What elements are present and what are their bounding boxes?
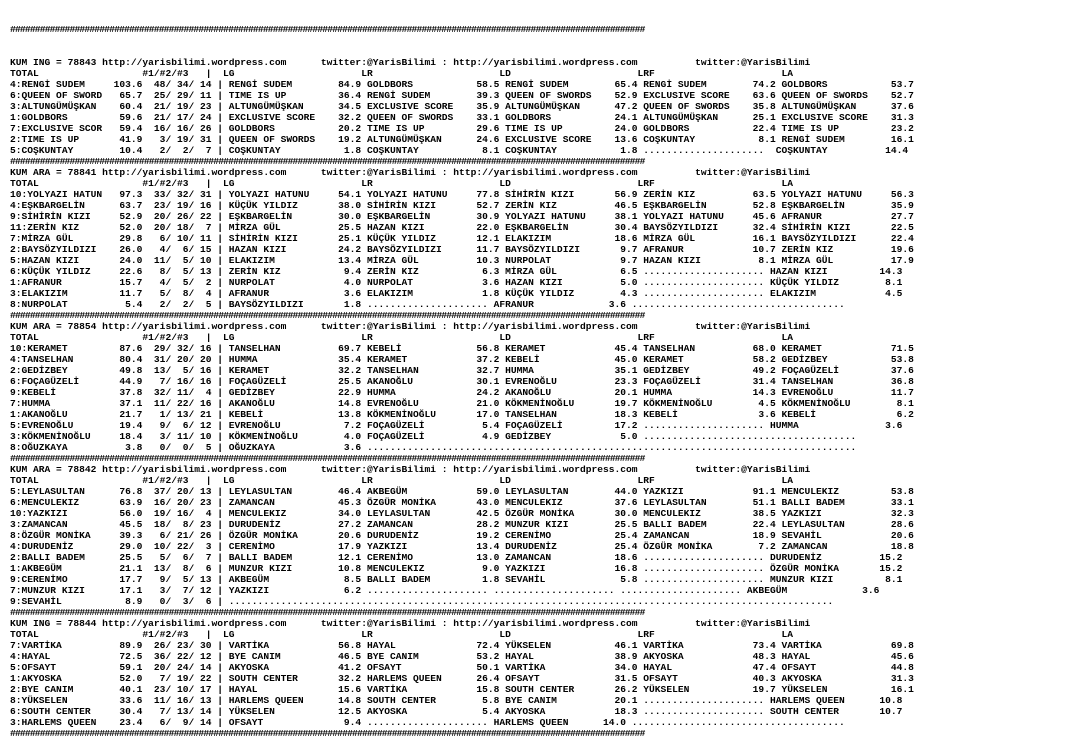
separator-line: ################################################################################################################################ <box>10 453 645 464</box>
table-row: 8:ÖZGÜR MONİKA 39.3 6/ 21/ 26 | ÖZGÜR MONİKA 20.6 DURUDENİZ 19.2 CERENİMO 25.4 ZAMANCAN 18.9 SEVAHİL 20.6 <box>10 530 914 541</box>
table-row: 5:OFSAYT 59.1 20/ 24/ 14 | AKYOSKA 41.2 OFSAYT 50.1 VARTİKA 34.0 HAYAL 47.4 OFSAYT 44.8 <box>10 662 914 673</box>
race-header: KUM ARA = 78841 http://yarisbilimi.wordpress.com twitter:@YarisBilimi : http://yarisbilimi.wordpress.com twitter:@YarisBilimi <box>10 167 811 178</box>
separator-line: ################################################################################################################################ <box>10 24 645 35</box>
column-headers: TOTAL #1/#2/#3 | LG LR LD LRF LA <box>10 629 793 640</box>
separator-line: ################################################################################################################################ <box>10 156 645 167</box>
table-row: 3:HARLEMS QUEEN 23.4 6/ 9/ 14 | OFSAYT 9.4 ..................... HARLEMS QUEEN 14.0 ..................................... <box>10 717 845 728</box>
table-row: 8:YÜKSELEN 33.6 11/ 16/ 13 | HARLEMS QUEEN 14.8 SOUTH CENTER 5.8 BYE CANIM 20.1 ..................... HARLEMS QUEEN 10.8 <box>10 695 903 706</box>
table-row: 7:MİRZA GÜL 29.8 6/ 10/ 11 | SİHİRİN KIZI 25.1 KÜÇÜK YILDIZ 12.1 ELAKIZIM 18.6 MİRZA GÜL 16.1 BAYSÖZYILDIZI 22.4 <box>10 233 914 244</box>
table-row: 11:ZERİN KIZ 52.0 20/ 18/ 7 | MİRZA GÜL 25.5 HAZAN KIZI 22.0 EŞKBARGELİN 30.4 BAYSÖZYILDIZI 32.4 SİHİRİN KIZI 22.5 <box>10 222 914 233</box>
table-row: 9:SİHİRİN KIZI 52.9 20/ 26/ 22 | EŞKBARGELİN 30.0 EŞKBARGELİN 30.9 YOLYAZI HATUNU 38.1 YOLYAZI HATUNU 45.6 AFRANUR 27.7 <box>10 211 914 222</box>
table-row: 3:ZAMANCAN 45.5 18/ 8/ 23 | DURUDENİZ 27.2 ZAMANCAN 28.2 MUNZUR KIZI 25.5 BALLI BADEM 22.4 LEYLASULTAN 28.6 <box>10 519 914 530</box>
race-header: KUM ARA = 78842 http://yarisbilimi.wordpress.com twitter:@YarisBilimi : http://yarisbilimi.wordpress.com twitter:@YarisBilimi <box>10 464 811 475</box>
table-row: 3:KÖKMENİNOĞLU 18.4 3/ 11/ 10 | KÖKMENİNOĞLU 4.0 FOÇAGÜZELİ 4.9 GEDİZBEY 5.0 ..................................... <box>10 431 857 442</box>
table-row: 5:EVRENOĞLU 19.4 9/ 6/ 12 | EVRENOĞLU 7.2 FOÇAGÜZELİ 5.4 FOÇAGÜZELİ 17.2 ..................... HUMMA 3.6 <box>10 420 903 431</box>
table-row: 5:LEYLASULTAN 76.8 37/ 20/ 13 | LEYLASULTAN 46.4 AKBEGÜM 59.0 LEYLASULTAN 44.0 YAZKIZI 91.1 MENCULEKIZ 53.8 <box>10 486 914 497</box>
table-row: 9:CERENİMO 17.7 9/ 5/ 13 | AKBEGÜM 8.5 BALLI BADEM 1.8 SEVAHİL 5.8 ..................... MUNZUR KIZI 8.1 <box>10 574 903 585</box>
column-headers: TOTAL #1/#2/#3 | LG LR LD LRF LA <box>10 68 793 79</box>
table-row: 5:COŞKUNTAY 10.4 2/ 2/ 7 | COŞKUNTAY 1.8 COŞKUNTAY 8.1 COŞKUNTAY 1.8 ..................... COŞKUNTAY 14.4 <box>10 145 909 156</box>
table-row: 6:KÜÇÜK YILDIZ 22.6 8/ 5/ 13 | ZERİN KIZ 9.4 ZERİN KIZ 6.3 MİRZA GÜL 6.5 ..................... HAZAN KIZI 14.3 <box>10 266 903 277</box>
table-row: 9:SEVAHİL 8.9 0/ 3/ 6 | ......................................................................................................... <box>10 596 834 607</box>
table-row: 10:YAZKIZI 56.0 19/ 16/ 4 | MENCULEKIZ 34.0 LEYLASULTAN 42.5 ÖZGÜR MONİKA 30.0 MENCULEKIZ 38.5 YAZKIZI 32.3 <box>10 508 914 519</box>
column-headers: TOTAL #1/#2/#3 | LG LR LD LRF LA <box>10 475 793 486</box>
table-row: 7:HUMMA 37.1 11/ 22/ 16 | AKANOĞLU 14.8 EVRENOĞLU 21.0 KÖKMENİNOĞLU 19.7 KÖKMENİNOĞLU 4.5 KÖKMENİNOĞLU 8.1 <box>10 398 914 409</box>
table-row: 9:KEBELİ 37.8 32/ 11/ 4 | GEDİZBEY 22.9 HUMMA 24.2 AKANOĞLU 20.1 HUMMA 14.3 EVRENOĞLU 11.7 <box>10 387 914 398</box>
table-row: 7:MUNZUR KIZI 17.1 3/ 7/ 12 | YAZKIZI 6.2 ..................... ..................... ..................... AKBEGÜM 3.6 <box>10 585 880 596</box>
table-row: 1:AKANOĞLU 21.7 1/ 13/ 21 | KEBELİ 13.8 KÖKMENİNOĞLU 17.0 TANSELHAN 18.3 KEBELİ 3.6 KEBELİ 6.2 <box>10 409 914 420</box>
table-row: 2:TIME IS UP 41.9 3/ 19/ 31 | QUEEN OF SWORDS 19.2 ALTUNGÜMÜŞKAN 24.6 EXCLUSIVE SCORE 13.6 COŞKUNTAY 8.1 RENGİ SUDEM 16.1 <box>10 134 914 145</box>
table-row: 4:TANSELHAN 80.4 31/ 20/ 20 | HUMMA 35.4 KERAMET 37.2 KEBELİ 45.0 KERAMET 58.2 GEDİZBEY 53.8 <box>10 354 914 365</box>
table-row: 10:YOLYAZI HATUN 97.3 33/ 32/ 31 | YOLYAZI HATUNU 54.1 YOLYAZI HATUNU 77.8 SİHİRİN KIZI 56.9 ZERİN KIZ 63.5 YOLYAZI HATUNU 56.3 <box>10 189 914 200</box>
race-header: KUM ING = 78844 http://yarisbilimi.wordpress.com twitter:@YarisBilimi : http://yarisbilimi.wordpress.com twitter:@YarisBilimi <box>10 618 811 629</box>
table-row: 7:EXCLUSIVE SCOR 59.4 16/ 16/ 26 | GOLDBORS 20.2 TIME IS UP 29.6 TIME IS UP 24.0 GOLDBORS 22.4 TIME IS UP 23.2 <box>10 123 914 134</box>
table-row: 3:ELAKIZIM 11.7 5/ 8/ 4 | AFRANUR 3.6 ELAKIZIM 1.8 KÜÇÜK YILDIZ 4.3 ..................... ELAKIZIM 4.5 <box>10 288 903 299</box>
separator-line: ################################################################################################################################ <box>10 728 645 739</box>
separator-line: ################################################################################################################################ <box>10 310 645 321</box>
table-row: 7:VARTİKA 89.9 26/ 23/ 30 | VARTİKA 56.8 HAYAL 72.4 YÜKSELEN 46.1 VARTİKA 73.4 VARTİKA 69.8 <box>10 640 914 651</box>
table-row: 4:RENGİ SUDEM 103.6 48/ 34/ 14 | RENGİ SUDEM 84.9 GOLDBORS 58.5 RENGİ SUDEM 65.4 RENGİ SUDEM 74.2 GOLDBORS 53.7 <box>10 79 914 90</box>
table-row: 6:MENCULEKIZ 63.9 16/ 20/ 23 | ZAMANCAN 45.3 ÖZGÜR MONİKA 43.0 MENCULEKIZ 37.6 LEYLASULTAN 51.1 BALLI BADEM 33.1 <box>10 497 914 508</box>
race-blocks <box>10 57 914 739</box>
column-headers: TOTAL #1/#2/#3 | LG LR LD LRF LA <box>10 332 793 343</box>
column-headers: TOTAL #1/#2/#3 | LG LR LD LRF LA <box>10 178 793 189</box>
race-header: KUM ARA = 78854 http://yarisbilimi.wordpress.com twitter:@YarisBilimi : http://yarisbilimi.wordpress.com twitter:@YarisBilimi <box>10 321 811 332</box>
race-statistics-document <box>10 2 914 750</box>
table-row: 6:SOUTH CENTER 30.4 7/ 13/ 14 | YÜKSELEN 12.5 AKYOSKA 5.4 AKYOSKA 18.3 ..................... SOUTH CENTER 10.7 <box>10 706 903 717</box>
table-row: 6:FOÇAGÜZELİ 44.9 7/ 16/ 16 | FOÇAGÜZELİ 25.5 AKANOĞLU 30.1 EVRENOĞLU 23.3 FOÇAGÜZELİ 31.4 TANSELHAN 36.8 <box>10 376 914 387</box>
table-row: 6:QUEEN OF SWORD 65.7 25/ 29/ 11 | TIME IS UP 36.4 RENGİ SUDEM 39.3 QUEEN OF SWORDS 52.9 EXCLUSIVE SCORE 63.6 QUEEN OF SWORDS 52.7 <box>10 90 914 101</box>
table-row: 8:NURPOLAT 5.4 2/ 2/ 5 | BAYSÖZYILDIZI 1.8 ..................... AFRANUR 3.6 ..................................... <box>10 299 845 310</box>
table-row: 3:ALTUNGÜMÜŞKAN 60.4 21/ 19/ 23 | ALTUNGÜMÜŞKAN 34.5 EXCLUSIVE SCORE 35.9 ALTUNGÜMÜŞKAN 47.2 QUEEN OF SWORDS 35.8 ALTUNGÜMÜŞKAN 37.6 <box>10 101 914 112</box>
table-row: 2:GEDİZBEY 49.8 13/ 5/ 16 | KERAMET 32.2 TANSELHAN 32.7 HUMMA 35.1 GEDİZBEY 49.2 FOÇAGÜZELİ 37.6 <box>10 365 914 376</box>
table-row: 8:OĞUZKAYA 3.8 0/ 0/ 5 | OĞUZKAYA 3.6 ..................................................................................... <box>10 442 857 453</box>
table-row: 2:BALLI BADEM 25.5 5/ 6/ 7 | BALLI BADEM 12.1 CERENİMO 13.0 ZAMANCAN 18.6 ..................... DURUDENİZ 15.2 <box>10 552 903 563</box>
table-row: 1:GOLDBORS 59.6 21/ 17/ 24 | EXCLUSIVE SCORE 32.2 QUEEN OF SWORDS 33.1 GOLDBORS 24.1 ALTUNGÜMÜŞKAN 25.1 EXCLUSIVE SCORE 31.3 <box>10 112 914 123</box>
table-row: 4:EŞKBARGELİN 63.7 23/ 19/ 16 | KÜÇÜK YILDIZ 38.0 SİHİRİN KIZI 52.7 ZERİN KIZ 46.5 EŞKBARGELİN 52.8 EŞKBARGELİN 35.9 <box>10 200 914 211</box>
table-row: 5:HAZAN KIZI 24.0 11/ 5/ 10 | ELAKIZIM 13.4 MİRZA GÜL 10.3 NURPOLAT 9.7 HAZAN KIZI 8.1 MİRZA GÜL 17.9 <box>10 255 914 266</box>
table-row: 1:AKBEGÜM 21.1 13/ 8/ 6 | MUNZUR KIZI 10.8 MENCULEKIZ 9.0 YAZKIZI 16.8 ..................... ÖZGÜR MONİKA 15.2 <box>10 563 903 574</box>
table-row: 4:DURUDENİZ 29.0 10/ 22/ 3 | CERENİMO 17.9 YAZKIZI 13.4 DURUDENİZ 25.4 ÖZGÜR MONİKA 7.2 ZAMANCAN 18.8 <box>10 541 914 552</box>
separator-line: ################################################################################################################################ <box>10 607 645 618</box>
table-row: 2:BYE CANIM 40.1 23/ 10/ 17 | HAYAL 15.6 VARTİKA 15.8 SOUTH CENTER 26.2 YÜKSELEN 19.7 YÜKSELEN 16.1 <box>10 684 914 695</box>
table-row: 1:AKYOSKA 52.0 7/ 19/ 22 | SOUTH CENTER 32.2 HARLEMS QUEEN 26.4 OFSAYT 31.5 OFSAYT 40.3 AKYOSKA 31.3 <box>10 673 914 684</box>
race-header: KUM ING = 78843 http://yarisbilimi.wordpress.com twitter:@YarisBilimi : http://yarisbilimi.wordpress.com twitter:@YarisBilimi <box>10 57 811 68</box>
table-row: 10:KERAMET 87.6 29/ 32/ 16 | TANSELHAN 69.7 KEBELİ 56.8 KERAMET 45.4 TANSELHAN 68.0 KERAMET 71.5 <box>10 343 914 354</box>
table-row: 2:BAYSÖZYILDIZI 26.0 4/ 6/ 15 | HAZAN KIZI 24.2 BAYSÖZYILDIZI 11.7 BAYSÖZYILDIZI 9.7 AFRANUR 10.7 ZERİN KIZ 19.6 <box>10 244 914 255</box>
table-row: 4:HAYAL 72.5 36/ 22/ 12 | BYE CANIM 46.5 BYE CANIM 53.2 HAYAL 38.9 AKYOSKA 48.3 HAYAL 45.6 <box>10 651 914 662</box>
table-row: 1:AFRANUR 15.7 4/ 5/ 2 | NURPOLAT 4.0 NURPOLAT 3.6 HAZAN KIZI 5.0 ..................... KÜÇÜK YILDIZ 8.1 <box>10 277 903 288</box>
